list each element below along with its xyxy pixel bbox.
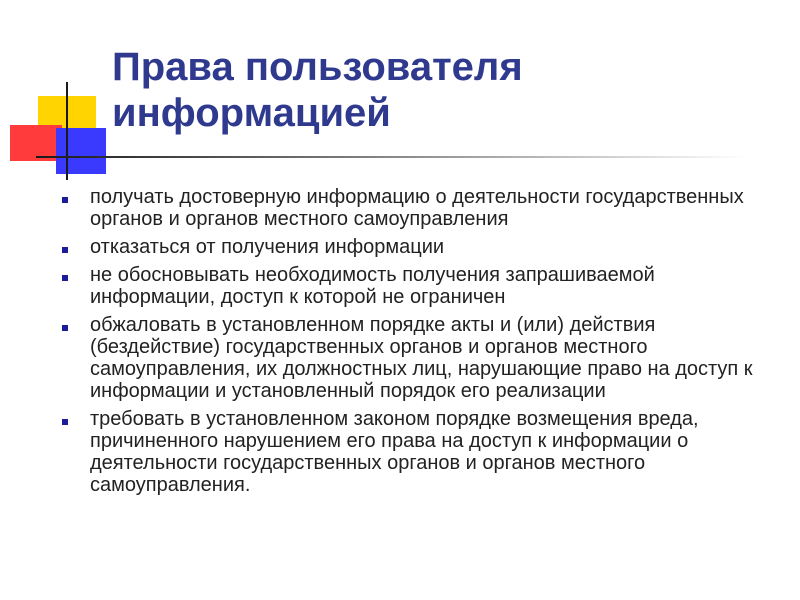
slide-title-line-2: информацией xyxy=(112,91,391,135)
square-bullet-icon xyxy=(62,325,68,331)
list-item-text: отказаться от получения информации xyxy=(90,236,445,258)
list-item xyxy=(62,186,782,230)
list-item-text: получать достоверную информацию о деятельности государственных органов и органов местного самоуправления xyxy=(90,186,744,230)
square-bullet-icon xyxy=(62,247,68,253)
vertical-line-decoration xyxy=(66,82,68,180)
list-item xyxy=(62,408,782,496)
square-bullet-icon xyxy=(62,197,68,203)
square-bullet-icon xyxy=(62,275,68,281)
blue-square-decoration xyxy=(56,128,106,174)
list-item-text: требовать в установленном законом порядке возмещения вреда, причиненного нарушением его права на доступ к информации о деятельности государственных органов и органов местного самоуправления. xyxy=(90,408,699,496)
title-underline-decoration xyxy=(36,156,746,158)
rights-list xyxy=(62,186,782,502)
list-item-text: обжаловать в установленном порядке акты и (или) действия (бездействие) государственных органов и органов местного самоуправления, их должностных лиц, нарушающие право на доступ к информации и установленный порядок его реализации xyxy=(90,314,753,402)
list-item xyxy=(62,314,782,402)
list-item-text: не обосновывать необходимость получения запрашиваемой информации, доступ к которой не ограничен xyxy=(90,264,655,308)
list-item xyxy=(62,236,782,258)
slide-title xyxy=(112,44,772,136)
slide-title-line-1: Права пользователя xyxy=(112,45,523,89)
list-item xyxy=(62,264,782,308)
square-bullet-icon xyxy=(62,419,68,425)
